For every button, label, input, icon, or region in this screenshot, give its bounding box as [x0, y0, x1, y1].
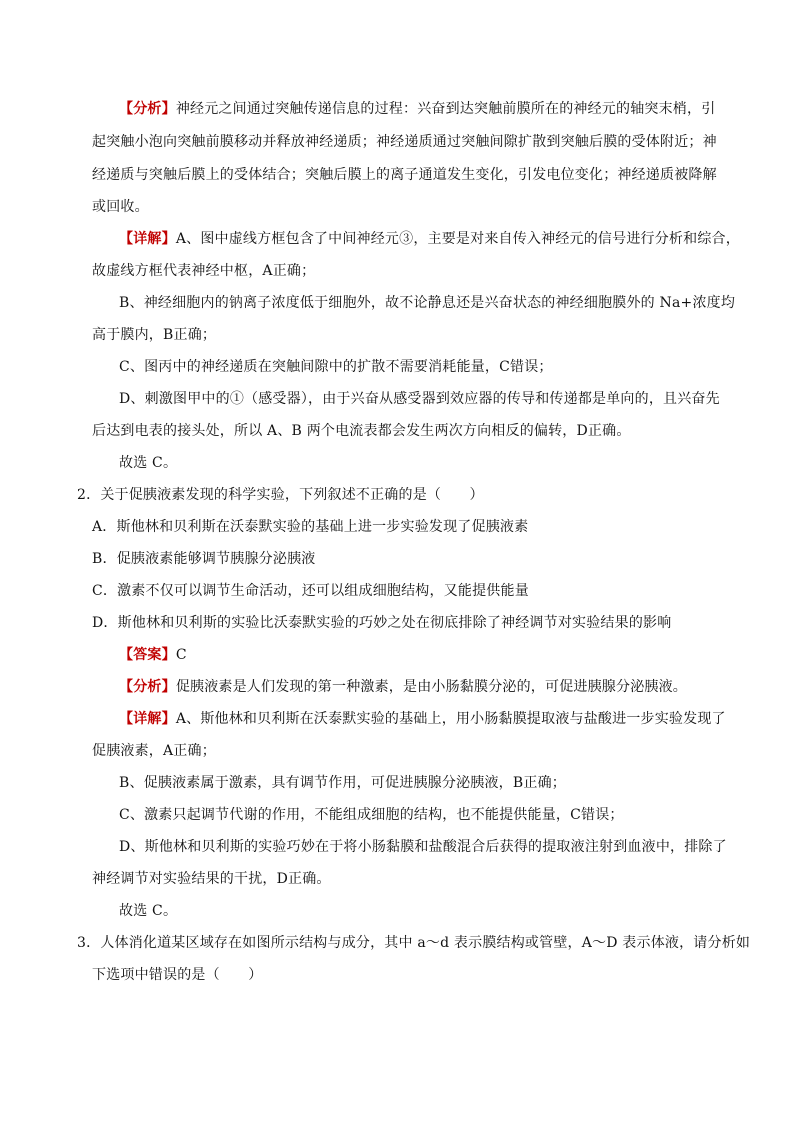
q3-stem-text: 人体消化道某区域存在如图所示结构与成分，其中 a～d 表示膜结构或管壁，A～D 表示体液，请分析如 [100, 935, 751, 951]
q2-number: 2． [77, 487, 101, 503]
answer-value: C [175, 647, 187, 663]
detail-text: A、斯他林和贝利斯在沃泰默实验的基础上，用小肠黏膜提取液与盐酸进一步实验发现了 [175, 711, 726, 727]
q2-stem-text: 关于促胰液素发现的科学实验，下列叙述不正确的是（ ） [100, 487, 484, 503]
q1-option-d-line-1: D、刺激图甲中的①（感受器），由于兴奋从感受器到效应器的传导和传递都是单向的，且兴奋先 [119, 391, 720, 407]
q2-analysis [119, 676, 687, 698]
q1-analysis-line-4: 或回收。 [92, 199, 149, 215]
q2-option-b: B．促胰液素能够调节胰腺分泌胰液 [92, 551, 316, 567]
analysis-text: 促胰液素是人们发现的第一种激素，是由小肠黏膜分泌的，可促进胰腺分泌胰液。 [175, 679, 688, 695]
q2-detail-d-line-2: 神经调节对实验结果的干扰，D正确。 [92, 871, 331, 887]
q1-detail-line-2: 故虚线方框代表神经中枢，A正确； [92, 263, 316, 279]
q2-detail-line-1 [119, 708, 726, 730]
q1-analysis-line-1 [119, 98, 715, 120]
analysis-tag: 【分析】 [119, 101, 176, 117]
q1-conclusion: 故选 C。 [119, 455, 178, 471]
q2-option-a: A．斯他林和贝利斯在沃泰默实验的基础上进一步实验发现了促胰液素 [92, 519, 529, 535]
q2-option-c: C．激素不仅可以调节生命活动，还可以组成细胞结构，又能提供能量 [92, 583, 529, 599]
q1-option-b-line-1: B、神经细胞内的钠离子浓度低于细胞外，故不论静息还是兴奋状态的神经细胞膜外的 Na+浓度均 [119, 295, 736, 311]
analysis-text: 神经元之间通过突触传递信息的过程：兴奋到达突触前膜所在的神经元的轴突末梢，引 [175, 101, 716, 117]
q1-option-d-line-2: 后达到电表的接头处，所以 A、B 两个电流表都会发生两次方向相反的偏转，D正确。 [92, 423, 631, 439]
q1-option-c-line-1: C、图丙中的神经递质在突触间隙中的扩散不需要消耗能量，C错误； [119, 359, 553, 375]
detail-tag: 【详解】 [119, 711, 176, 727]
detail-tag: 【详解】 [119, 231, 176, 247]
q2-detail-d-line-1: D、斯他林和贝利斯的实验巧妙在于将小肠黏膜和盐酸混合后获得的提取液注射到血液中，排除了 [119, 839, 727, 855]
detail-text: A、图中虚线方框包含了中间神经元③，主要是对来自传入神经元的信号进行分析和综合， [175, 231, 740, 247]
q3-number: 3． [77, 935, 101, 951]
q2-answer [119, 644, 187, 666]
q2-detail-line-2: 促胰液素，A正确； [92, 743, 216, 759]
analysis-tag: 【分析】 [119, 679, 176, 695]
q2-detail-c: C、激素只起调节代谢的作用，不能组成细胞的结构，也不能提供能量，C错误； [119, 807, 624, 823]
q3-stem-line-1 [77, 932, 750, 954]
q1-analysis-line-3: 经递质与突触后膜上的受体结合；突触后膜上的离子通道发生变化，引发电位变化；神经递质被降解 [92, 167, 717, 183]
q3-stem-line-2: 下选项中错误的是（ ） [92, 967, 263, 983]
q2-detail-b: B、促胰液素属于激素，具有调节作用，可促进胰腺分泌胰液，B正确； [119, 775, 566, 791]
q1-analysis-line-2: 起突触小泡向突触前膜移动并释放神经递质；神经递质通过突触间隙扩散到突触后膜的受体附近；神 [92, 134, 717, 150]
q2-stem [77, 484, 484, 506]
q1-detail-line-1 [119, 228, 740, 250]
answer-tag: 【答案】 [119, 647, 176, 663]
q2-conclusion: 故选 C。 [119, 903, 178, 919]
q1-option-b-line-2: 高于膜内，B正确； [92, 327, 217, 343]
q2-option-d: D．斯他林和贝利斯的实验比沃泰默实验的巧妙之处在彻底排除了神经调节对实验结果的影响 [92, 615, 672, 631]
